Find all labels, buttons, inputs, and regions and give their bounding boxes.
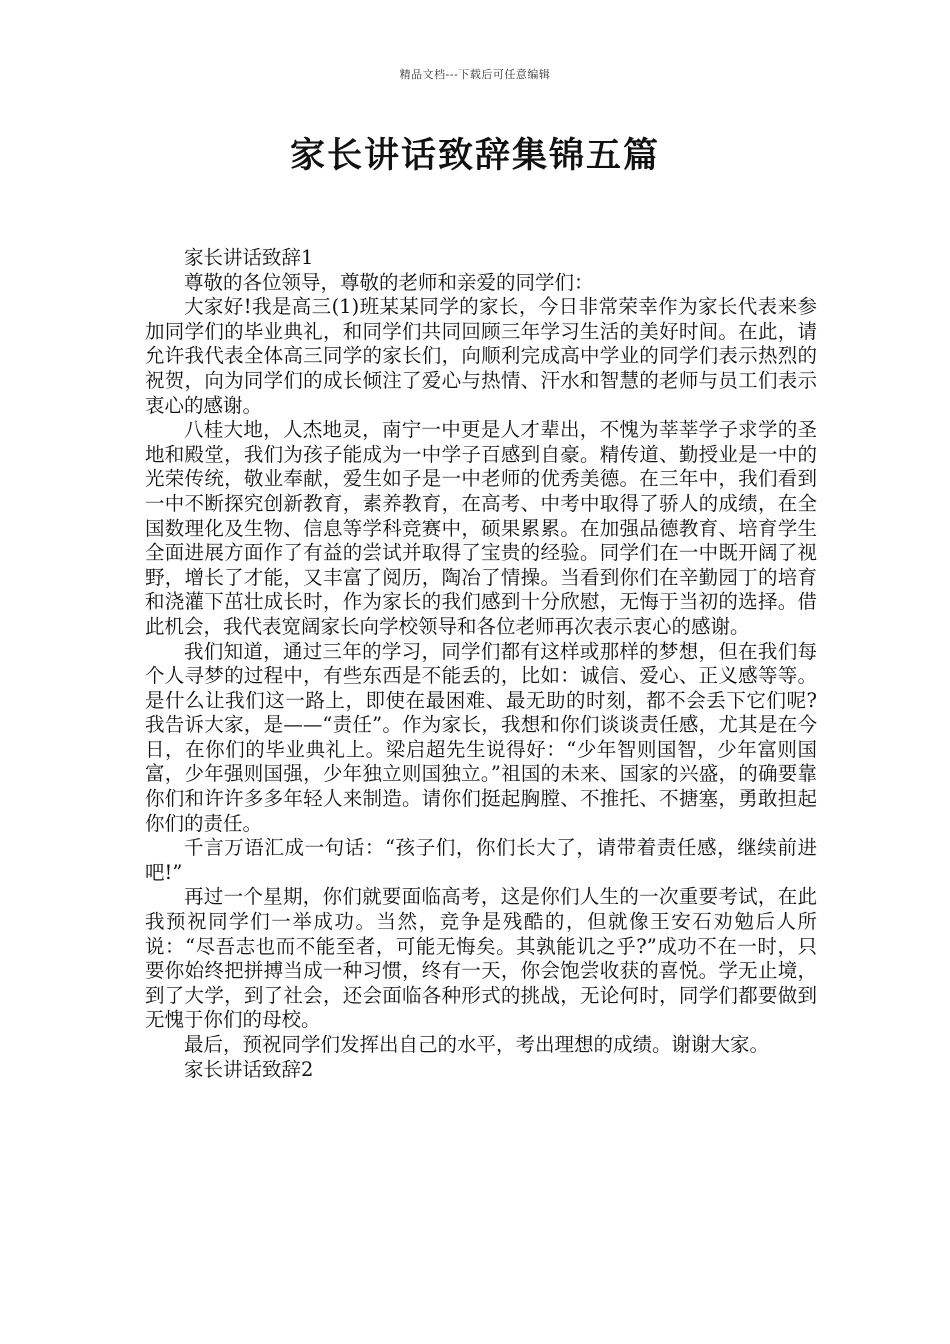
body-paragraph: 我们知道，通过三年的学习，同学们都有这样或那样的梦想，但在我们每个人寻梦的过程中，有些东西是不能丢的，比如：诚信、爱心、正义感等等。是什么让我们这一路上，即使在最困难、最无助的时刻，都不会丢下它们呢?我告诉大家，是——“责任”。作为家长，我想和你们谈谈责任感，尤其是在今日，在你们的毕业典礼上。梁启超先生说得好：“少年智则国智，少年富则国富，少年强则国强，少年独立则国独立。”祖国的未来、国家的兴盛，的确要靠你们和许许多多年轻人来制造。请你们挺起胸膛、不推托、不搪塞，勇敢担起你们的责任。 bbox=[145, 639, 817, 835]
body-paragraph: 千言万语汇成一句话：“孩子们，你们长大了，请带着责任感，继续前进吧!” bbox=[145, 836, 817, 884]
section-heading-1: 家长讲话致辞1 bbox=[184, 246, 314, 269]
section-heading-2: 家长讲话致辞2 bbox=[184, 1057, 314, 1081]
header-note: 精品文档---下载后可任意编辑 bbox=[399, 68, 551, 81]
closing-paragraph: 最后，预祝同学们发挥出自己的水平，考出理想的成绩。谢谢大家。 bbox=[184, 1033, 770, 1056]
salutation: 尊敬的各位领导，尊敬的老师和亲爱的同学们： bbox=[184, 270, 594, 294]
document-title: 家长讲话致辞集锦五篇 bbox=[289, 135, 660, 176]
document-body bbox=[145, 246, 817, 1082]
body-paragraph: 八桂大地，人杰地灵，南宁一中更是人才辈出，不愧为莘莘学子求学的圣地和殿堂，我们为孩子能成为一中学子百感到自豪。精传道、勤授业是一中的光荣传统，敬业奉献，爱生如子是一中老师的优秀美德。在三年中，我们看到一中不断探究创新教育，素养教育，在高考、中考中取得了骄人的成绩，在全国数理化及生物、信息等学科竞赛中，硕果累累。在加强品德教育、培育学生全面进展方面作了有益的尝试并取得了宝贵的经验。同学们在一中既开阔了视野，增长了才能，又丰富了阅历，陶冶了情操。当看到你们在辛勤园丁的培育和浇灌下茁壮成长时，作为家长的我们感到十分欣慰，无悔于当初的选择。借此机会，我代表宽阔家长向学校领导和各位老师再次表示衷心的感谢。 bbox=[145, 418, 817, 638]
body-paragraph: 大家好!我是高三(1)班某某同学的家长，今日非常荣幸作为家长代表来参加同学们的毕业典礼，和同学们共同回顾三年学习生活的美好时间。在此，请允许我代表全体高三同学的家长们，向顺利完成高中学业的同学们表示热烈的祝贺，向为同学们的成长倾注了爱心与热情、汗水和智慧的老师与员工们表示衷心的感谢。 bbox=[145, 295, 817, 417]
body-paragraph: 再过一个星期，你们就要面临高考，这是你们人生的一次重要考试，在此我预祝同学们一举成功。当然，竞争是残酷的，但就像王安石劝勉后人所说：“尽吾志也而不能至者，可能无悔矣。其孰能讥之乎?”成功不在一时，只要你始终把拼搏当成一种习惯，终有一天，你会饱尝收获的喜悦。学无止境，到了大学，到了社会，还会面临各种形式的挑战，无论何时，同学们都要做到无愧于你们的母校。 bbox=[145, 885, 817, 1032]
